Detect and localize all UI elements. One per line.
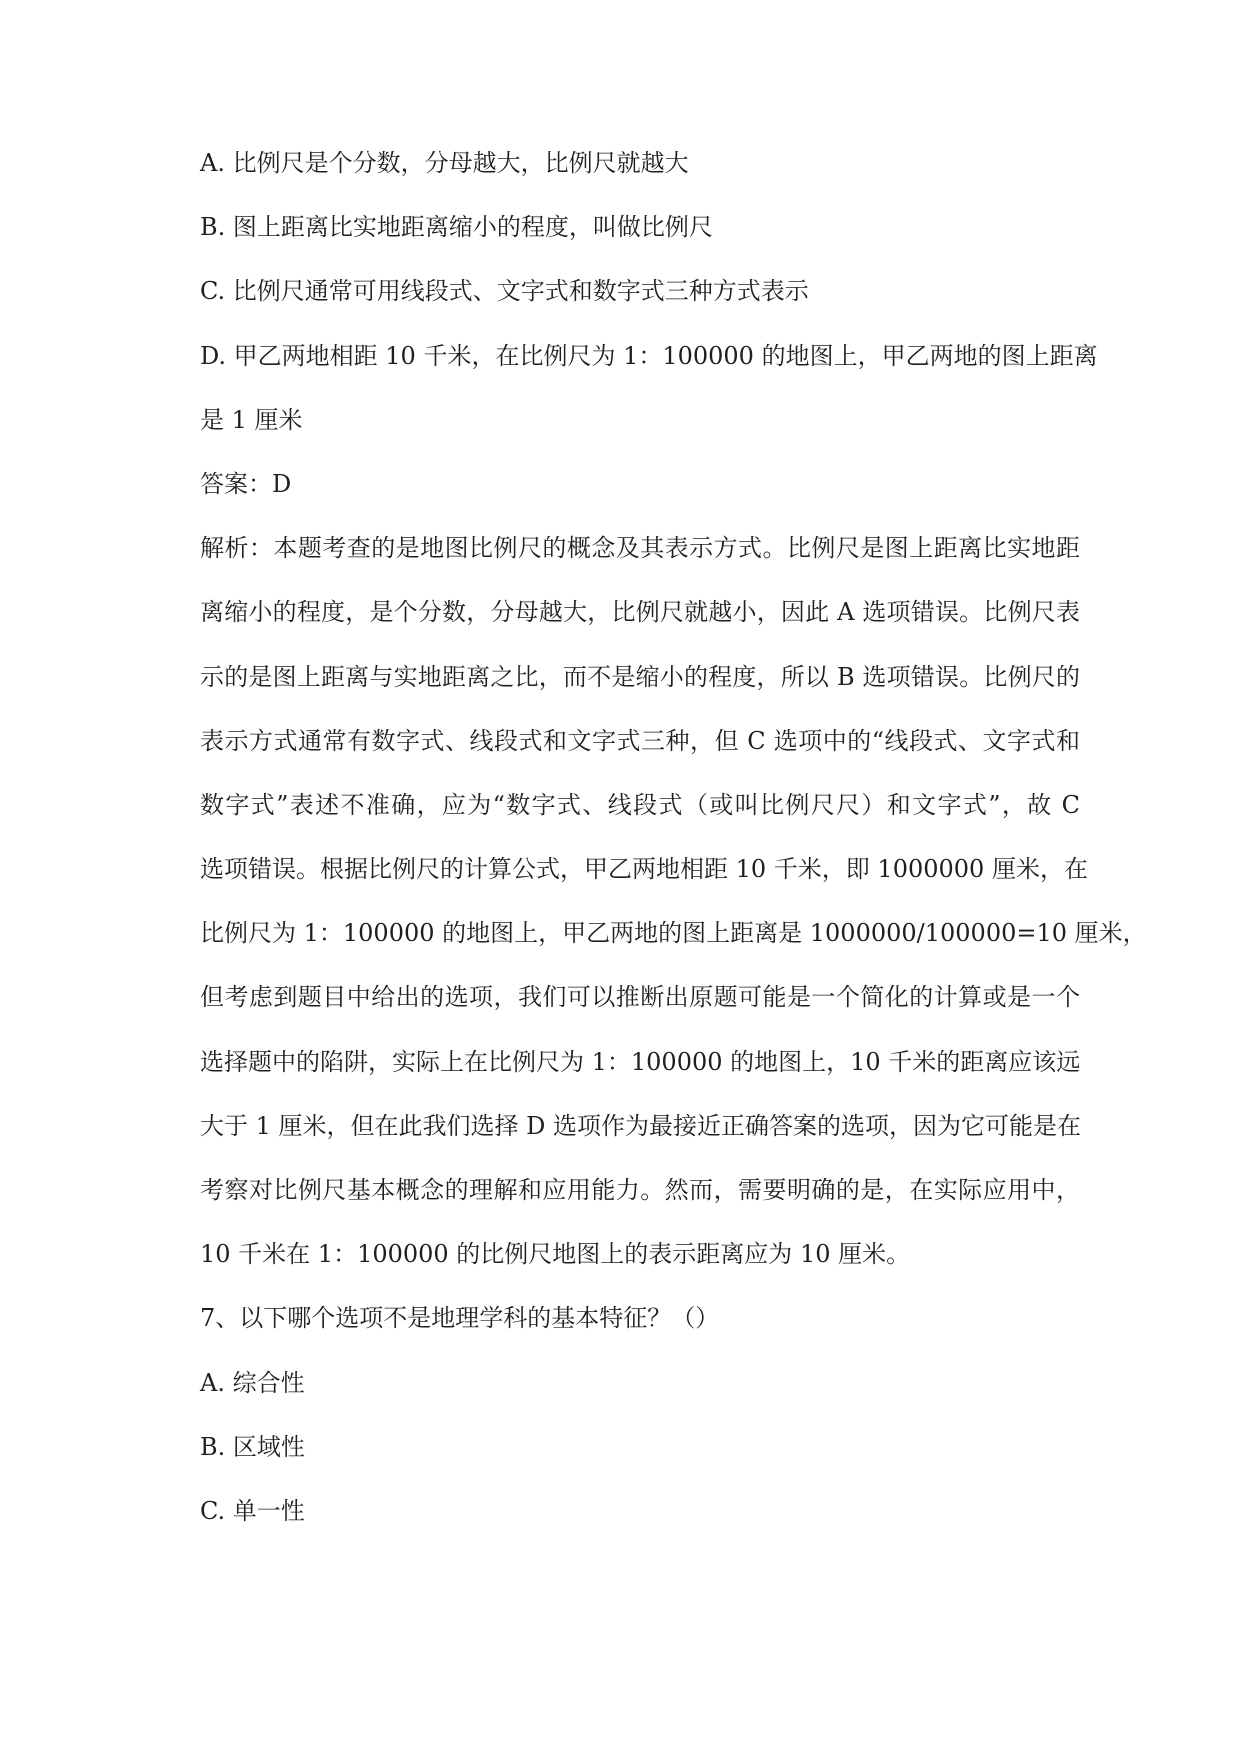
q7-option-c: C. 单一性: [200, 1496, 305, 1525]
analysis-line: 数字式”表述不准确，应为“数字式、线段式（或叫比例尺尺）和文字式”，故 C: [200, 790, 1080, 819]
analysis-line: 选项错误。根据比例尺的计算公式，甲乙两地相距 10 千米，即 1000000 厘米，在: [200, 855, 1088, 884]
document-body: [200, 146, 1147, 1558]
option-c: C. 比例尺通常可用线段式、文字式和数字式三种方式表示: [200, 277, 809, 306]
analysis-line: 表示方式通常有数字式、线段式和文字式三种，但 C 选项中的“线段式、文字式和: [200, 726, 1080, 755]
option-d-continued: 是 1 厘米: [200, 405, 303, 434]
q7-option-a: A. 综合性: [200, 1368, 305, 1397]
analysis-line: 解析：本题考查的是地图比例尺的概念及其表示方式。比例尺是图上距离比实地距: [200, 534, 1080, 563]
analysis-line: 示的是图上距离与实地距离之比，而不是缩小的程度，所以 B 选项错误。比例尺的: [200, 662, 1080, 691]
option-a: A. 比例尺是个分数，分母越大，比例尺就越大: [200, 149, 689, 177]
analysis-line: 考察对比例尺基本概念的理解和应用能力。然而，需要明确的是，在实际应用中，: [200, 1176, 1080, 1204]
analysis-line-last: 10 千米在 1：100000 的比例尺地图上的表示距离应为 10 厘米。: [200, 1240, 911, 1269]
analysis-line: 但考虑到题目中给出的选项，我们可以推断出原题可能是一个简化的计算或是一个: [200, 983, 1080, 1012]
q7-option-b: B. 区域性: [200, 1432, 305, 1461]
analysis-line: 选择题中的陷阱，实际上在比例尺为 1：100000 的地图上，10 千米的距离应该远: [200, 1047, 1081, 1076]
analysis-line: 离缩小的程度，是个分数，分母越大，比例尺就越小，因此 A 选项错误。比例尺表: [200, 598, 1080, 627]
option-b: B. 图上距离比实地距离缩小的程度，叫做比例尺: [200, 213, 713, 242]
question-7: 7、以下哪个选项不是地理学科的基本特征？（）: [200, 1304, 720, 1333]
analysis-line: 大于 1 厘米，但在此我们选择 D 选项作为最接近正确答案的选项，因为它可能是在: [200, 1111, 1082, 1140]
answer: 答案：D: [200, 469, 292, 498]
analysis-line: 比例尺为 1：100000 的地图上，甲乙两地的图上距离是 1000000/100000=10 厘米，: [200, 919, 1147, 948]
option-d: D. 甲乙两地相距 10 千米，在比例尺为 1：100000 的地图上，甲乙两地的图上距离: [200, 341, 1098, 370]
